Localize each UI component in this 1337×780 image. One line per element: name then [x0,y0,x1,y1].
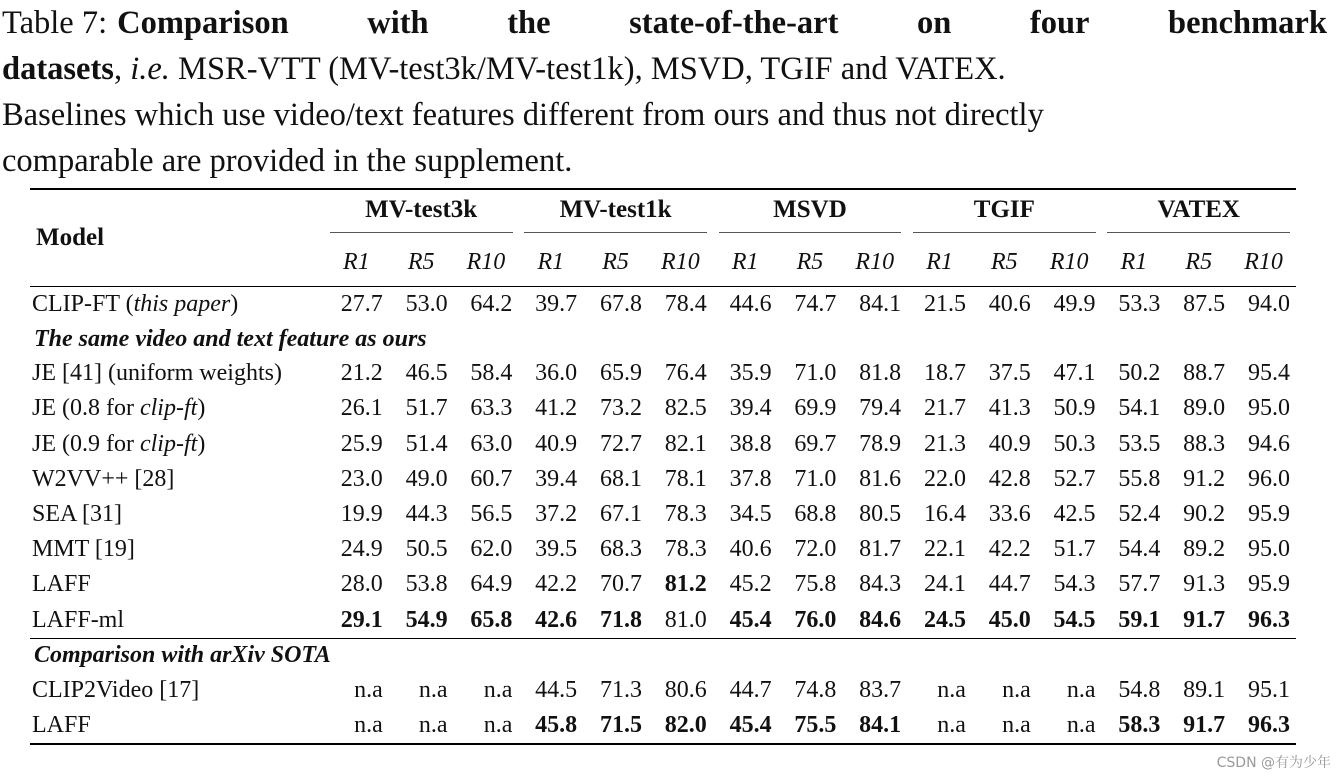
group-header: VATEX [1102,189,1296,238]
metric-value: 50.9 [1053,395,1096,422]
metric-value: 95.9 [1248,571,1290,598]
metric-header: R10 [1049,248,1089,275]
metric-value: 82.0 [664,711,707,738]
metric-value: 71.8 [583,603,648,639]
metric-value: 40.9 [988,430,1031,457]
metric-value: 54.9 [389,603,454,639]
metric-value: 90.2 [1183,501,1226,528]
model-name: CLIP-FT (this paper) [32,291,239,318]
metric-value: 44.5 [535,676,578,703]
caption-word: on [917,5,952,41]
metric-value: 40.9 [535,430,578,457]
metric-value: 65.8 [454,603,519,639]
metric-value: 58.3 [1118,711,1161,738]
metric-value: 21.5 [923,291,966,318]
metric-value: 94.6 [1248,430,1290,457]
table-caption [2,0,1327,184]
metric-value: 57.7 [1118,571,1161,598]
metric-value: 78.3 [664,501,707,528]
metric-value: 74.7 [794,291,837,318]
table-row [30,708,1296,744]
caption-prefix: Table 7: [2,5,108,41]
metric-value: 91.3 [1183,571,1226,598]
metric-value: 39.4 [729,395,772,422]
caption-word: Comparison [117,5,289,41]
group-header: MV-test1k [518,189,712,238]
group-header: MV-test3k [324,189,518,238]
metric-value: n.a [354,711,383,738]
metric-value: 82.5 [664,395,707,422]
model-name: LAFF [32,571,91,598]
metric-value: 51.7 [1053,536,1096,563]
metric-value: 55.8 [1118,465,1161,492]
table-row [30,603,1296,639]
metric-value: 45.0 [972,603,1037,639]
metric-value: 41.3 [988,395,1031,422]
metric-header: R1 [926,248,953,275]
metric-value: 52.4 [1118,501,1161,528]
section-label: The same video and text feature as ours [34,325,427,352]
metric-value: 44.7 [988,571,1031,598]
metric-value: 41.2 [535,395,578,422]
metric-value: n.a [1002,711,1031,738]
metric-value: 45.4 [713,603,778,639]
metric-value: 88.3 [1183,430,1226,457]
metric-value: 53.5 [1118,430,1161,457]
metric-value: 37.8 [729,465,772,492]
metric-header: R10 [466,248,506,275]
model-name: JE (0.9 for clip-ft) [32,430,206,457]
metric-value: 84.1 [859,711,902,738]
table-row [30,391,1296,426]
metric-value: 95.0 [1248,395,1290,422]
metric-value: 76.4 [664,360,707,387]
metric-value: 81.8 [859,360,902,387]
metric-value: 53.8 [405,571,448,598]
metric-value: 89.0 [1183,395,1226,422]
metric-value: 38.8 [729,430,772,457]
metric-header: R5 [602,248,629,275]
metric-value: 24.5 [907,603,972,639]
metric-value: 18.7 [923,360,966,387]
metric-header: R5 [407,248,435,275]
metric-value: 54.1 [1118,395,1161,422]
metric-value: n.a [1066,676,1096,703]
metric-value: 42.8 [988,465,1031,492]
group-header: TGIF [907,189,1101,238]
metric-value: 95.4 [1248,360,1290,387]
metric-value: 67.8 [599,291,642,318]
metric-value: 78.1 [664,465,707,492]
metric-value: 78.4 [664,291,707,318]
metric-value: 76.0 [778,603,843,639]
metric-value: 21.3 [923,430,966,457]
metric-value: 49.9 [1053,291,1096,318]
metric-value: 47.1 [1053,360,1096,387]
metric-value: 50.3 [1053,430,1096,457]
metric-value: 84.3 [859,571,902,598]
metric-value: 51.7 [405,395,448,422]
table-row [30,673,1296,708]
metric-value: 84.6 [842,603,907,639]
metric-header: R10 [855,248,895,275]
metric-value: 63.3 [470,395,513,422]
metric-value: 16.4 [923,501,966,528]
metric-header: R10 [1244,248,1283,275]
metric-value: 67.1 [599,501,642,528]
metric-value: 95.0 [1248,536,1290,563]
metric-value: 39.4 [535,465,578,492]
metric-value: 83.7 [859,676,902,703]
metric-value: 53.0 [405,291,448,318]
metric-value: 64.9 [470,571,513,598]
metric-value: 94.0 [1248,291,1290,318]
metric-header: R1 [731,248,759,275]
table-row [30,356,1296,391]
caption-line-3: Baselines which use video/text features different from ours and thus not directly [2,97,1044,133]
metric-value: 91.7 [1183,711,1226,738]
metric-value: 69.9 [794,395,837,422]
metric-value: 60.7 [470,465,513,492]
metric-value: n.a [1066,711,1096,738]
metric-value: 54.3 [1053,571,1096,598]
metric-value: 21.2 [340,360,383,387]
metric-value: 24.1 [923,571,966,598]
metric-value: 26.1 [340,395,383,422]
metric-value: 63.0 [470,430,513,457]
metric-value: 71.0 [794,465,837,492]
metric-value: 59.1 [1102,603,1167,639]
caption-datasets: datasets [2,51,114,87]
metric-value: 72.0 [794,536,837,563]
metric-value: 58.4 [470,360,513,387]
table-row [30,497,1296,532]
metric-value: 82.1 [664,430,707,457]
metric-value: 68.3 [599,536,642,563]
table-row [30,462,1296,497]
metric-header: R1 [537,248,565,275]
metric-value: 69.7 [794,430,837,457]
metric-value: 19.9 [340,501,383,528]
metric-value: 44.7 [729,676,772,703]
metric-header: R10 [661,248,700,275]
metric-value: n.a [483,676,513,703]
model-name: JE [41] (uniform weights) [32,360,282,387]
model-name: JE (0.8 for clip-ft) [32,395,206,422]
metric-value: 35.9 [729,360,772,387]
metric-value: 75.8 [794,571,837,598]
metric-value: 42.2 [535,571,578,598]
caption-line-2 [2,46,1327,92]
metric-value: 89.1 [1183,676,1226,703]
metric-value: 24.9 [340,536,383,563]
table-body [30,287,1296,745]
metric-value: 89.2 [1183,536,1226,563]
metric-value: 45.2 [729,571,772,598]
metric-value: 44.3 [405,501,448,528]
results-table [30,188,1296,745]
metric-value: 42.6 [518,603,583,639]
metric-value: 54.8 [1118,676,1161,703]
metric-value: n.a [418,711,448,738]
metric-value: 91.2 [1183,465,1226,492]
metric-value: 49.0 [405,465,448,492]
table-row [30,567,1296,602]
metric-value: 45.8 [535,711,578,738]
metric-value: 62.0 [470,536,513,563]
metric-value: 71.0 [794,360,837,387]
metric-value: 29.1 [324,603,389,639]
metric-value: 73.2 [599,395,642,422]
metric-value: 54.5 [1037,603,1102,639]
watermark: CSDN @有为少年 [1216,755,1331,771]
metric-header: R1 [343,248,370,275]
metric-value: 74.8 [794,676,837,703]
caption-ie: i.e. [130,51,170,87]
metric-value: 80.5 [859,501,902,528]
metric-value: 81.6 [859,465,902,492]
metric-value: 37.5 [988,360,1031,387]
metric-value: 28.0 [340,571,383,598]
metric-value: 91.7 [1166,603,1231,639]
metric-value: 96.3 [1248,711,1290,738]
section-row [30,638,1296,673]
metric-value: 96.3 [1231,603,1296,639]
section-row [30,322,1296,356]
metric-value: 25.9 [340,430,383,457]
metric-value: 79.4 [859,395,902,422]
metric-value: 81.7 [859,536,902,563]
metric-header: R5 [1185,248,1213,275]
metric-value: 33.6 [988,501,1031,528]
metric-value: 75.5 [794,711,837,738]
caption-word: with [367,5,429,41]
metric-value: 51.4 [405,430,448,457]
metric-value: 53.3 [1118,291,1161,318]
model-name: CLIP2Video [17] [32,676,200,703]
metric-value: n.a [483,711,513,738]
caption-title [117,0,1327,46]
metric-header: R1 [1120,248,1148,275]
caption-dataset-list: MSR-VTT (MV-test3k/MV-test1k), MSVD, TGIF and VATEX. [169,51,1006,87]
metric-value: 46.5 [405,360,448,387]
metric-value: n.a [1002,676,1031,703]
metric-value: 34.5 [729,501,772,528]
metric-value: 40.6 [729,536,772,563]
metric-value: 78.9 [859,430,902,457]
model-name: MMT [19] [32,536,135,563]
metric-value: n.a [354,676,383,703]
section-label: Comparison with arXiv SOTA [34,642,331,669]
metric-value: 71.5 [599,711,642,738]
model-name: LAFF-ml [30,603,324,639]
metric-value: 80.6 [664,676,707,703]
metric-value: 87.5 [1183,291,1226,318]
metric-value: 40.6 [988,291,1031,318]
metric-value: 95.9 [1248,501,1290,528]
metric-value: 54.4 [1118,536,1161,563]
metric-value: 84.1 [859,291,902,318]
metric-value: 37.2 [535,501,578,528]
metric-value: 81.2 [664,571,707,598]
metric-value: 95.1 [1248,676,1290,703]
metric-value: 22.0 [923,465,966,492]
metric-value: 88.7 [1183,360,1226,387]
model-name: W2VV++ [28] [32,465,175,492]
results-table-wrapper [30,188,1296,745]
caption-line-1 [2,0,1327,46]
caption-line-4: comparable are provided in the supplement. [2,143,573,179]
metric-value: 81.0 [648,603,713,639]
model-header: Model [36,224,105,251]
metric-header: R5 [796,248,824,275]
metric-value: 52.7 [1053,465,1096,492]
metric-value: 27.7 [340,291,383,318]
metric-value: 65.9 [599,360,642,387]
metric-value: 21.7 [923,395,966,422]
metric-value: 71.3 [599,676,642,703]
caption-word: four [1029,5,1090,41]
metric-value: 50.5 [405,536,448,563]
table-row [30,427,1296,462]
metric-header: R5 [991,248,1018,275]
metric-value: 44.6 [729,291,772,318]
metric-value: 42.2 [988,536,1031,563]
group-header-row [30,189,1296,238]
metric-value: 78.3 [664,536,707,563]
metric-value: 23.0 [340,465,383,492]
metric-value: 68.8 [794,501,837,528]
model-name: LAFF [32,711,91,738]
metric-value: 39.7 [535,291,578,318]
metric-value: 36.0 [535,360,578,387]
metric-value: 45.4 [729,711,772,738]
caption-word: state-of-the-art [629,5,839,41]
metric-value: n.a [937,676,966,703]
table-row [30,532,1296,567]
metric-value: 39.5 [535,536,578,563]
group-header: MSVD [713,189,907,238]
metric-value: 68.1 [599,465,642,492]
metric-value: 70.7 [599,571,642,598]
metric-value: 42.5 [1053,501,1096,528]
model-name: SEA [31] [32,501,122,528]
metric-value: 72.7 [599,430,642,457]
metric-value: 50.2 [1118,360,1161,387]
metric-value: 22.1 [923,536,966,563]
caption-word: the [507,5,551,41]
metric-value: 64.2 [470,291,513,318]
caption-sep: , [113,51,131,87]
metric-value: n.a [418,676,448,703]
metric-value: n.a [937,711,966,738]
metric-value: 96.0 [1248,465,1290,492]
table-row [30,287,1296,323]
metric-value: 56.5 [470,501,513,528]
caption-word: benchmark [1168,5,1327,41]
